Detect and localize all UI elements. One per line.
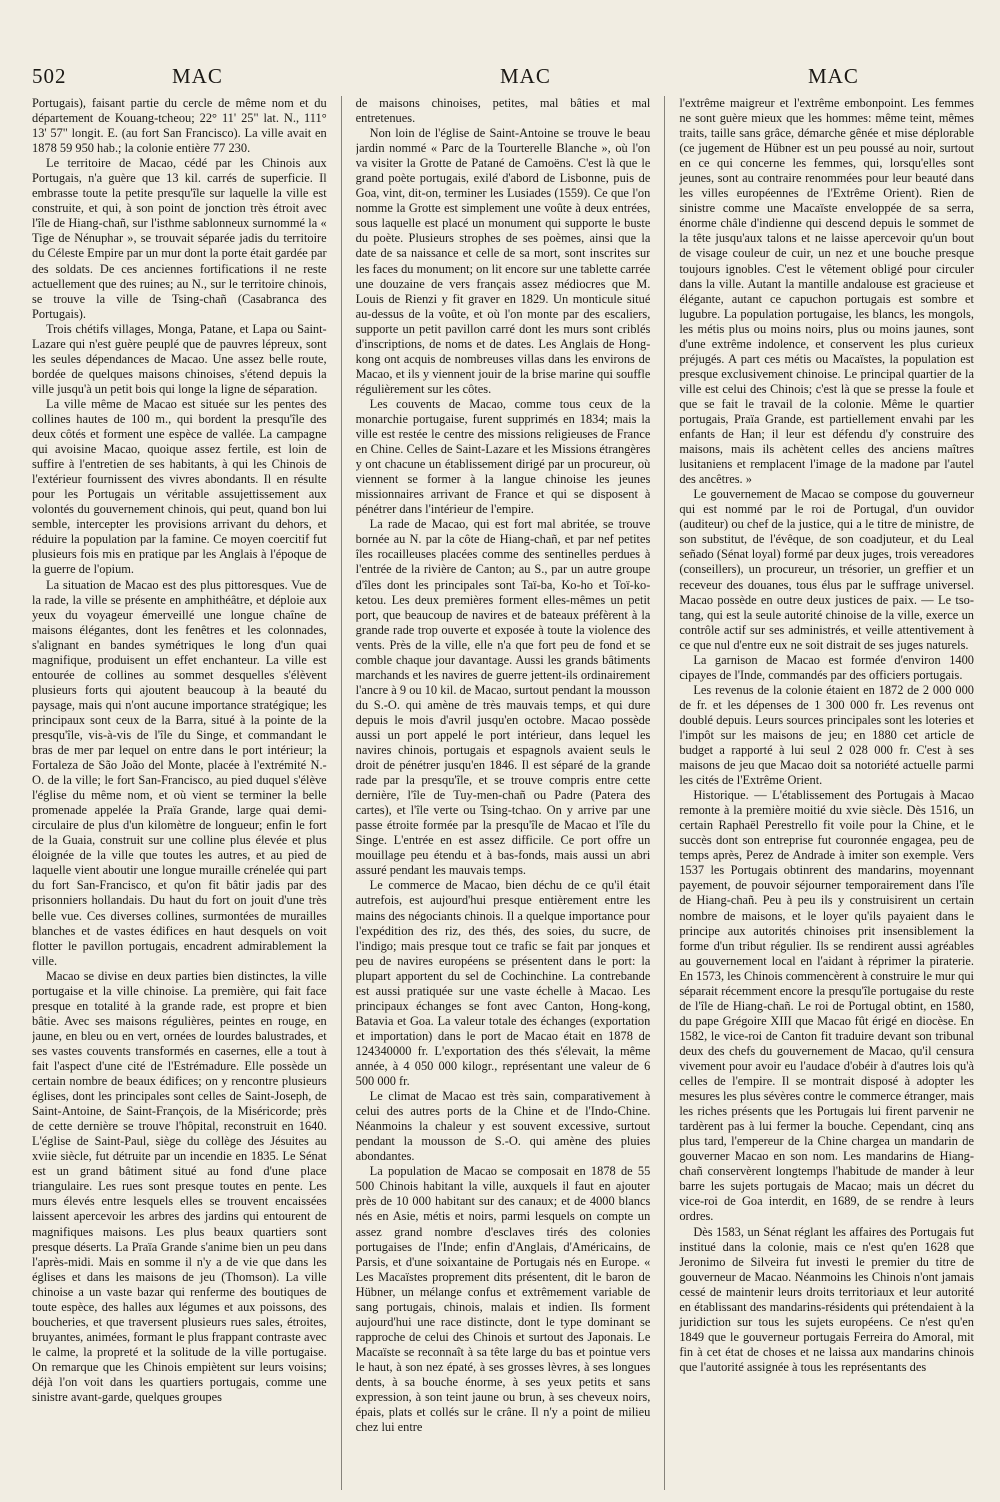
paragraph: La rade de Macao, qui est fort mal abritée, se trouve bornée au N. par la côte de Hiang-chañ, et par nef petites îles rocailleuses placées comme des sentinelles perdues à l'entrée de la rivière de Canton; au S., par un autre groupe d'îles dont les principales sont Taï-ba, Ko-ho et Toï-ko-ketou. Les deux premières forment elles-mêmes un petit port, que beaucoup de navires et de bateaux préfèrent à la grande rade trop ouverte et exposée à toute la violence des vents. Près de la ville, elle n'a que fort peu de fond et se comble chaque jour davantage. Aussi les grands bâtiments marchands et les navires de guerre jettent-ils ordinairement l'ancre à 9 ou 10 kil. de Macao, surtout pendant la mousson du S.-O. qui amène de très mauvais temps, et qui dure depuis le mois d'avril jusqu'en octobre. Macao possède aussi un port appelé le port intérieur, dans lequel les navires chinois, portugais et espagnols avaient seuls le droit de pénétrer jusqu'en 1846. Il est séparé de la grande rade par la presqu'île, et se trouve compris entre cette dernière, l'île de Tuy-men-chañ ou Padre (Patera des cartes), et l'île verte ou Tsing-tchao. On y arrive par une passe étroite formée par la presqu'île de Macao et l'île du Singe. L'entrée en est assez difficile. Ce port offre un mouillage peu étendu et à bas-fonds, mais aussi un abri assuré pendant les mauvais temps. (355, 517, 651, 878)
paragraph: Historique. — L'établissement des Portugais à Macao remonte à la première moitié du xvie siècle. Dès 1516, un certain Raphaël Perestrello fit voile pour la Chine, et le succès dont son entreprise fut couronnée engagea, peu de temps après, Perez de Andrade à imiter son exemple. Vers 1537 les Portugais obtinrent des mandarins, moyennant payement, de pouvoir séjourner temporairement dans l'île de Hiang-chañ. Peu à peu ils y construisirent un certain nombre de maisons, et le loyer qu'ils payaient dans le principe aux autorités chinoises prit insensiblement la forme d'un tribut régulier. Ils se rendirent aussi agréables au gouvernement local en l'aidant à réprimer la piraterie. En 1573, les Chinois commencèrent à construire le mur qui séparait récemment encore la presqu'île portugaise du reste de l'île de Hiang-chañ. Le roi de Portugal obtint, en 1580, du pape Grégoire XIII que Macao fût érigé en diocèse. En 1582, le vice-roi de Canton fit traduire devant son tribunal deux des chefs du gouvernement de Macao, qu'il censura vivement pour avoir eu l'audace d'obéir à d'autres lois qu'à celles de l'empire. Il se montrait disposé à adopter les mesures les plus sévères contre le commerce étranger, mais les riches présents que les Portugais lui firent parvenir ne tardèrent pas à lui fermer la bouche. Cependant, cinq ans plus tard, l'empereur de la Chine chargea un mandarin de gouverner Macao en son nom. Les mandarins de Hiang-chañ conservèrent longtemps l'habitude de mander à leur barre les sujets portugais de Macao; mais un décret du vice-roi de Goa interdit, en 1689, de se rendre à leurs ordres. (679, 788, 974, 1224)
column-2 (356, 96, 651, 1490)
paragraph: La ville même de Macao est située sur les pentes des collines hautes de 100 m., qui bordent la presqu'île des deux côtés et forment une espèce de vallée. La campagne qui avoisine Macao, quoique assez fertile, est loin de suffire à l'entretien de ses habitants, à qui les Chinois de l'extérieur fournissent des vivres abondants. Il en résulte pour les Portugais un véritable assujettissement aux volontés du gouvernement chinois, qui peut, quand bon lui semble, intercepter les provisions arrivant du dehors, et réduire la population par la famine. Ce moyen coercitif fut plusieurs fois mis en pratique par les Anglais à l'époque de la guerre de l'opium. (32, 396, 327, 577)
paragraph: Les revenus de la colonie étaient en 1872 de 2 000 000 de fr. et les dépenses de 1 300 000 fr. Les revenus ont doublé depuis. Leurs sources principales sont les loteries et l'impôt sur les maisons de jeu; en 1880 cet article de budget a rapporté à lui seul 2 028 000 fr. C'est à ses maisons de jeu que Macao doit sa notoriété actuelle parmi les cités de l'Extrême Orient. (679, 682, 974, 788)
column-3 (679, 96, 974, 1490)
paragraph: l'extrême maigreur et l'extrême embonpoint. Les femmes ne sont guère mieux que les hommes: même teint, mêmes traits, taille sans grâce, démarche gênée et mise déplorable (ce jugement de Hübner est un peu poussé au noir, surtout en ce qui concerne les femmes, qui, lorsqu'elles sont jeunes, sont au contraire renommées pour leur beauté dans les villes européennes de l'Extrême Orient). Rien de sinistre comme une Macaïste enveloppée de sa serra, énorme châle d'indienne qui descend depuis le sommet de la tête jusqu'aux talons et ne laisse apercevoir qu'un bout de visage couleur de cuir, un nez et une bouche presque toujours ignobles. C'est le vêtement obligé pour circuler dans la ville. Autant la mantille andalouse est gracieuse et élégante, autant ce capuchon portugais est sombre et lugubre. La population portugaise, les blancs, les mongols, les métis plus ou moins noirs, plus ou moins jaunes, sont d'une extrême indolence, et conservent les plus curieux préjugés. A part ces métis ou Macaïstes, la population est presque exclusivement chinoise. Le principal quartier de la ville est celui des Chinois; c'est là que se presse la foule et que se fait le travail de la colonie. Même le quartier portugais, Praïa Grande, est partiellement envahi par les enfants de Han; il leur est défendu d'y construire des maisons, mais ils achètent celles des anciens maîtres lusitaniens et remplacent l'image de la madone par l'autel des ancêtres. » (679, 96, 974, 487)
running-head-right: MAC (808, 64, 859, 88)
paragraph: Le commerce de Macao, bien déchu de ce qu'il était autrefois, est aujourd'hui presque entièrement entre les mains des négociants chinois. Il a quelque importance pour l'expédition des riz, des thés, des soies, du sucre, de l'indigo; mais presque tout ce trafic se fait par jonques et peu de navires européens se présentent dans le port: la plupart apportent du sel de Cochinchine. La contrebande est aussi pratiquée sur une vaste échelle à Macao. Les principaux échanges se font avec Canton, Hong-kong, Batavia et Goa. La valeur totale des échanges (exportation et importation) dans le port de Macao était en 1878 de 124340000 fr. L'exportation des thés s'élevait, la même année, à 4 050 000 kilogr., représentant une valeur de 6 500 000 fr. (355, 878, 651, 1089)
page-header (32, 64, 974, 98)
paragraph: Macao se divise en deux parties bien distinctes, la ville portugaise et la ville chinoise. La première, qui fait face presque en totalité à la grande rade, est propre et bien bâtie. Avec ses maisons régulières, peintes en rouge, en jaune, en bleu ou en vert, ornées de lourdes balustrades, et ses vastes couvents transformés en casernes, elle a tout à fait l'aspect d'une cité de l'Estrémadure. Elle possède un certain nombre de beaux édifices; on y rencontre plusieurs églises, dont les principales sont celles de Saint-Joseph, de Saint-Antoine, de Saint-François, de la Miséricorde; près de cette dernière se trouve l'hôpital, reconstruit en 1640. L'église de Saint-Paul, siège du collège des Jésuites au xviie siècle, fut détruite par un incendie en 1835. Le Sénat est un grand bâtiment situé au fond d'une place triangulaire. Les rues sont presque toutes en pente. Les murs élevés entre lesquels elles se trouvent encaissées laissent apercevoir les arbres des jardins qui entourent de magnifiques maisons. Les plus beaux quartiers sont presque déserts. La Praïa Grande s'anime bien un peu dans l'après-midi. Mais en somme il n'y a de vie que dans les églises et dans les maisons de jeu (Thomson). La ville chinoise a un vaste bazar qui renferme des boutiques de toute espèce, des halles aux légumes et aux poissons, des boucheries, et que traversent plusieurs rues sales, étroites, bruyantes, animées, formant le plus frappant contraste avec le calme, la propreté et la solitude de la ville portugaise. On remarque que les Chinois empiètent sur leurs voisins; déjà l'on voit dans les quartiers portugais, comme une sinistre avant-garde, quelques groupes (32, 968, 327, 1405)
paragraph: Le climat de Macao est très sain, comparativement à celui des autres ports de la Chine et de l'Indo-Chine. Néanmoins la chaleur y est souvent excessive, surtout pendant la mousson de S.-O. qui amène des pluies abondantes. (355, 1089, 651, 1164)
paragraph: Non loin de l'église de Saint-Antoine se trouve le beau jardin nommé « Parc de la Tourterelle Blanche », où l'on va visiter la Grotte de Patané de Camoëns. C'est là que le grand poète portugais, exilé d'abord de Lisbonne, puis de Goa, vint, dit-on, terminer les Lusiades (1559). Ce que l'on nomme la Grotte est simplement une voûte à deux entrées, sous laquelle est placé un monument qui supporte le buste du poète. Plusieurs strophes de ses poèmes, ainsi que la date de sa naissance et celle de sa mort, sont inscrites sur les faces du monument; on lit encore sur une tablette carrée une douzaine de vers français assez médiocres que M. Louis de Rienzi y fit graver en 1829. Un monticule situé au-dessus de la voûte, et où l'on monte par des escaliers, supporte un petit pavillon carré dont les murs sont criblés d'inscriptions, de noms et de dates. Les Anglais de Hong-kong ont acquis de nombreuses villas dans les environs de Macao, et ils y viennent jouir de la brise marine qui souffle régulièrement sur les côtes. (355, 126, 651, 396)
paragraph: La population de Macao se composait en 1878 de 55 500 Chinois habitant la ville, auxquels il faut en ajouter près de 10 000 habitant sur des canaux; et de 4000 blancs nés en Asie, métis et noirs, parmi lesquels on compte un assez grand nombre d'esclaves tirés des colonies portugaises de l'Inde; enfin d'Anglais, d'Américains, de Parsis, et d'une soixantaine de Portugais nés en Europe. « Les Macaïstes proprement dits présentent, dit le baron de Hübner, un mélange confus et extrêmement variable de sang portugais, chinois, malais et indien. Ils forment aujourd'hui une race distincte, dont le type dominant se rapproche de celui des Chinois et surtout des Japonais. Le Macaïste se reconnaît à sa tête large du bas et pointue vers le haut, à son nez épaté, à ses grosses lèvres, à ses longues dents, à sa bouche énorme, à ses yeux petits et sans expression, à son teint jaune ou brun, à ses cheveux noirs, épais, plats et collés sur le crâne. Il n'y a point de milieu chez lui entre (355, 1164, 651, 1435)
paragraph: Trois chétifs villages, Monga, Patane, et Lapa ou Saint-Lazare qui n'est guère peuplé que de pauvres lépreux, sont les seules dépendances de Macao. Une assez belle route, bordée de quelques maisons chinoises, s'étend depuis la ville jusqu'à un petit bois qui longe la ligne de séparation. (32, 321, 327, 396)
paragraph: Le gouvernement de Macao se compose du gouverneur qui est nommé par le roi de Portugal, d'un ouvidor (auditeur) ou chef de la justice, qui a le titre de ministre, de son substitut, de l'évêque, de son coadjuteur, et du Leal señado (Sénat loyal) formé par deux juges, trois vereadores (conseillers), un procureur, un trésorier, un greffier et un receveur des douanes, tous élus par le suffrage universel. Macao possède en outre deux justices de paix. — Le tso-tang, qui est la seule autorité chinoise de la ville, exerce un contrôle actif sur ses administrés, et veille attentivement à ce que nul d'entre eux ne soit distrait de ses juges naturels. (679, 487, 974, 652)
paragraph: Portugais), faisant partie du cercle de même nom et du département de Kouang-tcheou; 22° 11' 25" lat. N., 111° 13' 57" longit. E. (au fort San Francisco). La ville avait en 1878 59 950 hab.; la colonie entière 77 230. (32, 96, 327, 156)
paragraph: La garnison de Macao est formée d'environ 1400 cipayes de l'Inde, commandés par des officiers portugais. (679, 652, 974, 682)
paragraph: Le territoire de Macao, cédé par les Chinois aux Portugais, n'a guère que 13 kil. carrés de superficie. Il embrasse toute la petite presqu'île sur laquelle la ville est construite, et qui, à son point de jonction très étroit avec l'île de Hiang-chañ, sur l'isthme sablonneux surnommé la « Tige de Nénuphar », se trouvait séparée jadis du territoire du Céleste Empire par un mur dont la porte était gardée par des soldats. De ces anciennes fortifications il ne reste actuellement que des ruines; au N., sur le territoire chinois, se trouve la ville de Tsing-chañ (Casabranca des Portugais). (32, 156, 327, 321)
running-head-left: MAC (172, 64, 223, 88)
running-head-center: MAC (500, 64, 551, 88)
text-columns (32, 96, 974, 1490)
paragraph: Les couvents de Macao, comme tous ceux de la monarchie portugaise, furent supprimés en 1834; mais la ville est restée le centre des missions religieuses de France en Chine. Celles de Saint-Lazare et les Missions étrangères y ont chacune un établissement dirigé par un procureur, où viennent se former à la langue chinoise les jeunes missionnaires arrivant de France et qui se disposent à pénétrer dans l'intérieur de l'empire. (355, 396, 651, 517)
paragraph: Dès 1583, un Sénat réglant les affaires des Portugais fut institué dans la colonie, mais ce n'est qu'en 1628 que Jeronimo de Silveira fut investi le premier du titre de gouverneur de Macao. Néanmoins les Chinois n'ont jamais cessé de maintenir leurs droits territoriaux et leur autorité en établissant des mandarins-résidents qui prétendaient à la juridiction sur tous les sujets européens. Ce n'est qu'en 1849 que le gouverneur portugais Ferreira do Amoral, mit fin à cet état de choses et ne laissa aux mandarins chinois que l'autorité assignée à tous les représentants des (679, 1224, 974, 1374)
column-rule (341, 96, 342, 1490)
paragraph: de maisons chinoises, petites, mal bâties et mal entretenues. (355, 96, 651, 126)
paragraph: La situation de Macao est des plus pittoresques. Vue de la rade, la ville se présente en amphithéâtre, et déploie aux yeux du voyageur émerveillé une longue chaîne de maisons élégantes, dont les fenêtres et les colonnades, s'alignant en bandes symétriques le long d'un quai magnifique, produisent un effet enchanteur. La ville est entourée de collines au sommet desquelles s'élèvent plusieurs forts qui ajoutent beaucoup à la beauté du paysage, mais qui n'ont aucune importance stratégique; les principaux sont ceux de la Barra, situé à la pointe de la presqu'île, vis-à-vis de l'île du Singe, et commandant le bras de mer par lequel on entre dans le port intérieur; la Fortaleza de São João del Monte, placée à l'extrémité N.-O. de la ville; le fort San-Francisco, au pied duquel s'élève l'église du même nom, et où vient se terminer la belle promenade appelée la Praïa Grande, large quai demi-circulaire de plus d'un kilomètre de longueur; enfin le fort de la Guaia, construit sur une colline plus élevée et plus éloignée de la ville que toutes les autres, et au pied de laquelle vient aboutir une longue muraille crénelée qui part du fort San-Francisco, et qu'on fit bâtir jadis par des prisonniers hollandais. Du haut du fort on jouit d'une très belle vue. Ces diverses collines, surmontées de murailles blanches et de vastes édifices en haut desquels on voit flotter le pavillon portugais, encadrent admirablement la ville. (32, 577, 327, 968)
page-number: 502 (32, 64, 67, 88)
column-1 (32, 96, 327, 1490)
column-rule (664, 96, 665, 1490)
